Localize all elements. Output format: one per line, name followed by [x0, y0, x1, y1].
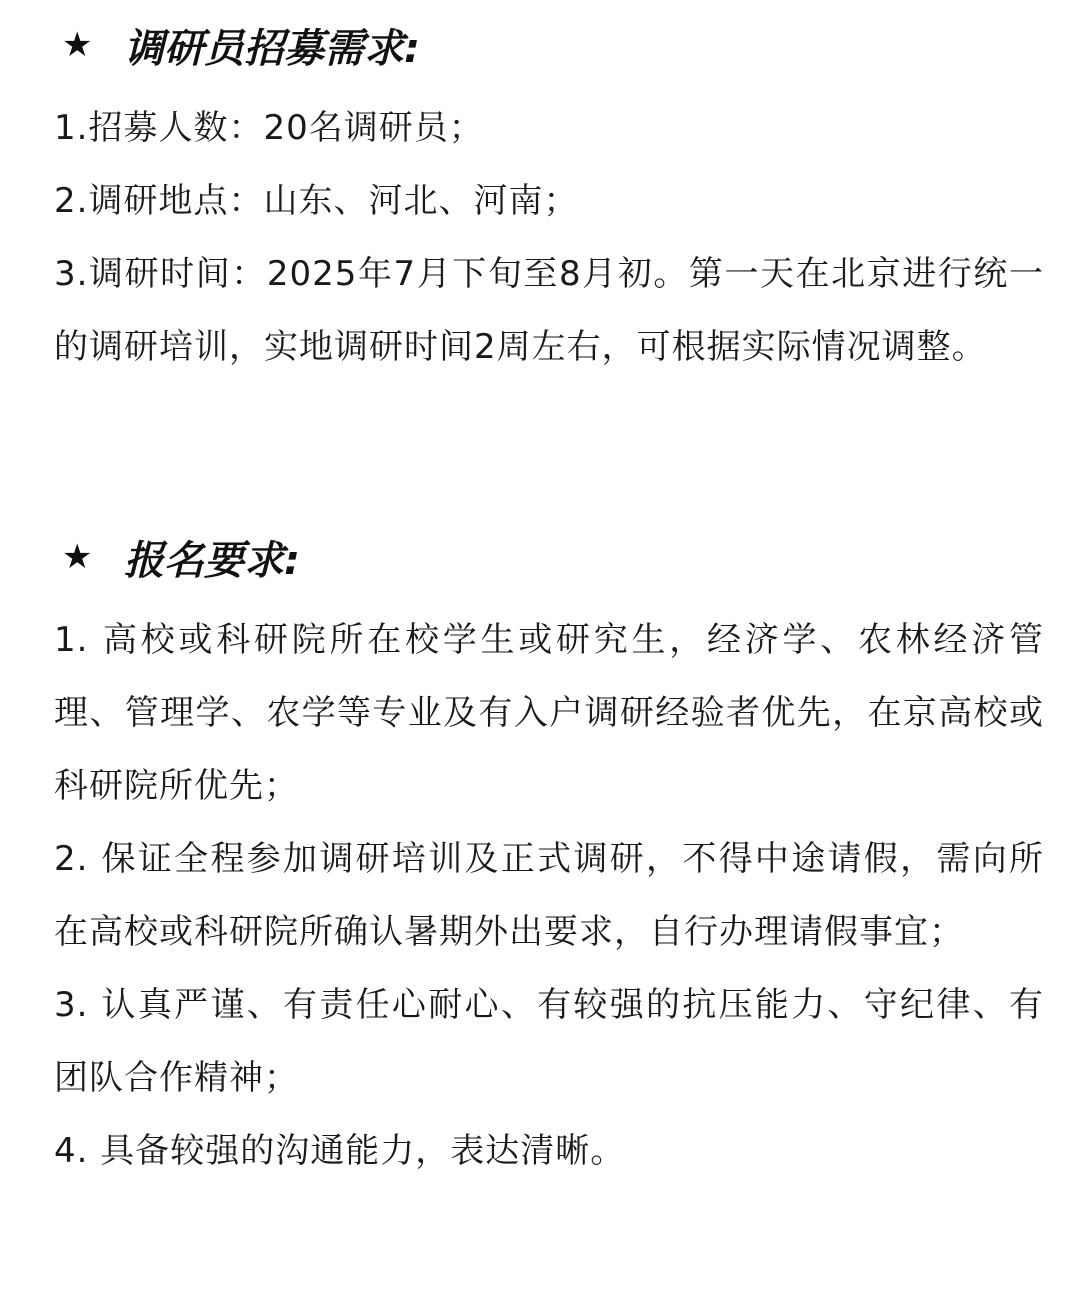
list-item: 1.招募人数：20名调研员；	[54, 108, 484, 148]
section-heading	[54, 8, 1044, 82]
section-heading	[54, 520, 1044, 594]
list-item: 3. 认真严谨、有责任心耐心、有较强的抗压能力、守纪律、有团队合作精神；	[54, 985, 1044, 1098]
list-item: 2. 保证全程参加调研培训及正式调研，不得中途请假，需向所在高校或科研院所确认暑期外出要求，自行办理请假事宜；	[54, 839, 1044, 952]
section-title: 报名要求:	[124, 537, 300, 584]
item-list	[54, 92, 1044, 384]
list-item: 3.调研时间：2025年7月下旬至8月初。第一天在北京进行统一的调研培训，实地调研时间2周左右，可根据实际情况调整。	[54, 254, 1044, 367]
section-application-requirements	[54, 520, 1044, 1188]
list-item: 1. 高校或科研院所在校学生或研究生，经济学、农林经济管理、管理学、农学等专业及有入户调研经验者优先，在京高校或科研院所优先；	[54, 620, 1044, 806]
star-icon: ★	[62, 25, 93, 65]
star-icon: ★	[62, 537, 93, 577]
section-recruitment-needs	[54, 8, 1044, 384]
section-title: 调研员招募需求:	[124, 25, 420, 72]
item-list	[54, 604, 1044, 1188]
list-item: 2.调研地点：山东、河北、河南；	[54, 181, 579, 221]
list-item: 4. 具备较强的沟通能力，表达清晰。	[54, 1131, 626, 1171]
